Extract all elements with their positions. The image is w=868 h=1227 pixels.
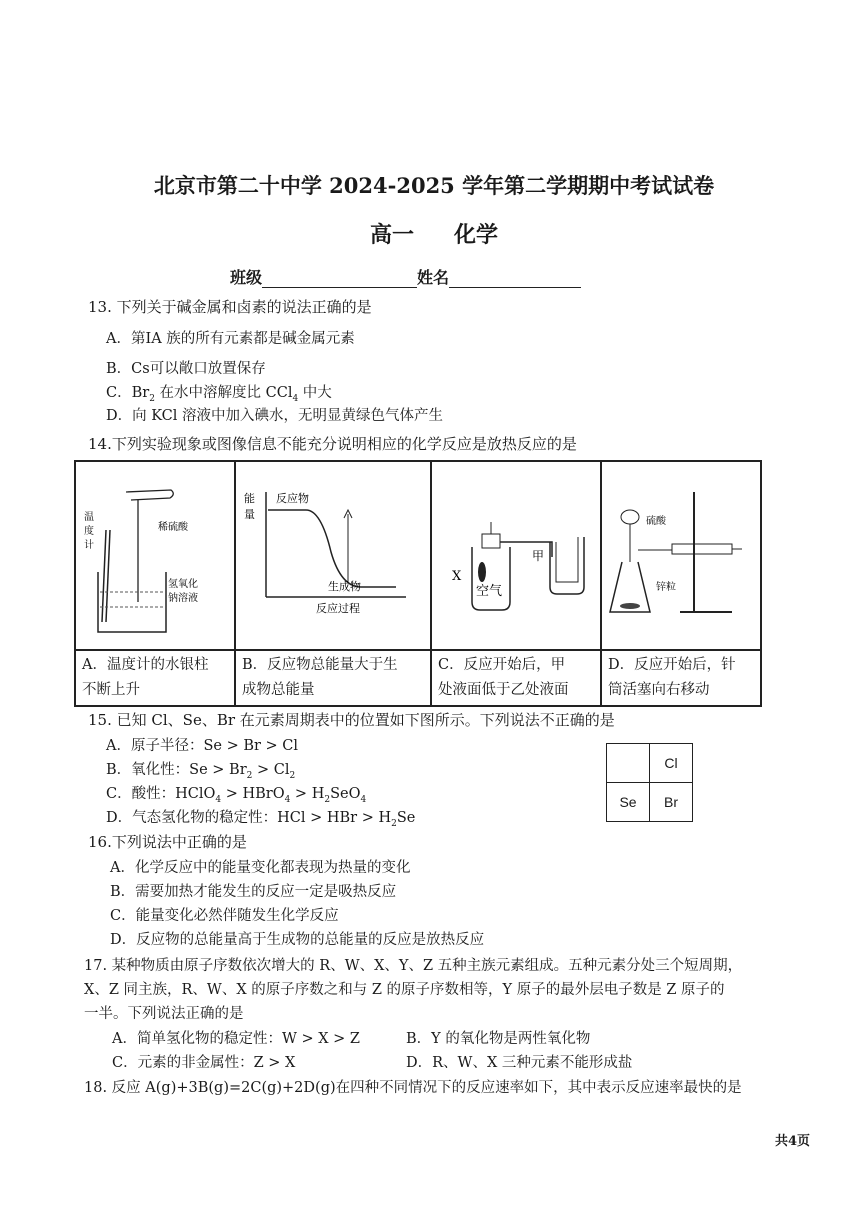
q15-option-d: D．气态氢化物的稳定性：HCl > HBr > $H_2Se$ [106,810,416,829]
q17-option-a: A．简单氢化物的稳定性：W > X > Z [112,1031,361,1047]
pt-cell-cl: Cl [650,744,693,783]
svg-text:反应物: 反应物 [276,492,309,505]
class-label: 班级 [230,268,263,287]
q13-option-b: B．Cs可以敞口放置保存 [106,361,266,377]
svg-text:度: 度 [84,526,94,537]
periodic-table-fragment [606,743,693,822]
svg-text:能: 能 [244,492,255,505]
q18-stem: 18. 反应 A(g)+3B(g)=2C(g)+2D(g)在四种不同情况下的反应速率如下，其中表示反应速率最快的是 [84,1080,742,1096]
figure-d-cell [601,461,761,650]
exam-title: 北京市第二十中学 2024-2025 学年第二学期期中考试试卷 [153,173,715,198]
svg-text:反应过程: 反应过程 [316,602,360,615]
svg-text:锌粒: 锌粒 [656,582,676,593]
svg-text:计: 计 [84,540,94,551]
q15-option-a: A．原子半径：Se > Br > Cl [106,738,299,754]
q17-option-b: B．Y 的氧化物是两性氧化物 [406,1031,591,1047]
pt-empty-cell [607,744,650,783]
subject-label: 化学 [454,222,499,248]
grade-label: 高一 [369,222,414,248]
figure-c-u-tube-apparatus [432,462,600,645]
pt-cell-br: Br [650,783,693,822]
figure-b-cell [235,461,431,650]
q13-stem: 13. 下列关于碱金属和卤素的说法正确的是 [88,298,372,316]
figure-a-thermometer-beaker [76,462,234,645]
q14-option-a: A．温度计的水银柱 不断上升 [75,650,235,706]
svg-text:氢氧化: 氢氧化 [168,579,198,590]
student-info-fields [230,265,581,288]
svg-text:钠溶液: 钠溶液 [168,593,198,604]
q17-stem-line2: X、Z 同主族，R、W、X 的原子序数之和与 Z 的原子序数相等，Y 原子的最外层电子数是 Z 原子的 [84,982,725,998]
q17-option-d: D．R、W、X 三种元素不能形成盐 [406,1055,633,1071]
q14-figure-table [74,460,762,707]
svg-text:空气: 空气 [476,584,503,599]
q13-option-d: D．向 KCl 溶液中加入碘水，无明显黄绿色气体产生 [106,408,444,424]
exam-subtitle [0,218,868,249]
figure-b-energy-diagram [236,462,430,645]
q17-stem-line1: 17. 某种物质由原子序数依次增大的 R、W、X、Y、Z 五种主族元素组成。五种元素分处三个短周期， [84,958,743,974]
figure-c-cell [431,461,601,650]
q13-option-a: A．第IA 族的所有元素都是碱金属元素 [106,331,355,347]
q16-stem: 16.下列说法中正确的是 [88,833,247,851]
name-label: 姓名 [417,268,450,287]
svg-text:生成物: 生成物 [328,580,361,593]
q15-option-b: B．氧化性：$Se > Br_2 > Cl_2$ [106,762,296,781]
name-blank[interactable] [449,271,581,288]
q14-option-d: D．反应开始后，针 筒活塞向右移动 [601,650,761,706]
q16-option-a: A．化学反应中的能量变化都表现为热量的变化 [110,860,411,876]
svg-text:甲: 甲 [532,549,545,563]
q16-option-b: B．需要加热才能发生的反应一定是吸热反应 [110,884,397,900]
q14-stem: 14.下列实验现象或图像信息不能充分说明相应的化学反应是放热反应的是 [88,435,577,453]
svg-text:稀硫酸: 稀硫酸 [158,522,188,533]
svg-text:X: X [452,569,462,584]
page-count: 共4页 [774,1134,810,1149]
q15-stem: 15. 已知 Cl、Se、Br 在元素周期表中的位置如下图所示。下列说法不正确的是 [88,711,615,729]
svg-text:硫酸: 硫酸 [646,516,666,527]
q14-option-b: B．反应物总能量大于生 成物总能量 [235,650,431,706]
pt-cell-se: Se [607,783,650,822]
q17-option-c: C．元素的非金属性：Z > X [112,1055,296,1071]
q14-option-c: C．反应开始后，甲 处液面低于乙处液面 [431,650,601,706]
svg-text:量: 量 [244,508,255,521]
q15-option-c: C．酸性：HClO$_4$ > HBrO$_4$ > $H_2SeO_4$ [106,786,367,805]
q16-option-d: D．反应物的总能量高于生成物的总能量的反应是放热反应 [110,932,485,948]
svg-text:温: 温 [84,512,94,523]
q17-stem-line3: 一半。下列说法正确的是 [84,1006,244,1022]
figure-a-cell [75,461,235,650]
q13-option-c: C．$Br_2$ 在水中溶解度比 CCl$_4$ 中大 [106,385,332,404]
class-blank[interactable] [262,271,417,288]
figure-d-syringe-apparatus [602,462,760,645]
q16-option-c: C．能量变化必然伴随发生化学反应 [110,908,339,924]
